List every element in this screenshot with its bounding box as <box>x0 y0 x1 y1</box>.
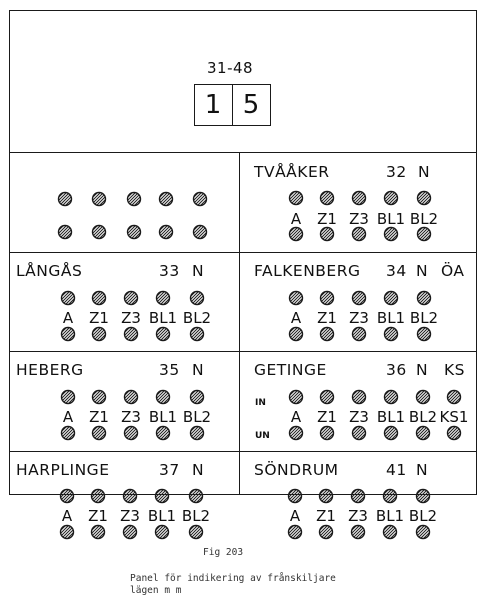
indicator-lamp <box>401 389 444 405</box>
station-extra: KS <box>444 361 466 379</box>
lamp-label: Z3 <box>349 210 369 228</box>
caption-line-1: Panel för indikering av frånskiljare <box>130 573 336 584</box>
row4-left-lamps <box>9 450 238 560</box>
indicator-lamp <box>305 389 348 405</box>
indicator-lamp <box>76 488 119 504</box>
station-suffix: N <box>192 361 205 379</box>
station-name: SÖNDRUM <box>254 461 339 479</box>
lamp-label: Z1 <box>89 408 109 426</box>
station-number: 34 <box>386 262 407 280</box>
lamp-label: BL1 <box>376 408 406 426</box>
indicator-lamp <box>109 290 152 306</box>
lamp-label: Z3 <box>121 309 141 327</box>
indicator-lamp <box>274 425 317 441</box>
indicator-lamp <box>141 290 184 306</box>
station-number: 33 <box>159 262 180 280</box>
lamp-label: A <box>289 507 301 525</box>
digit-tens: 1 <box>204 90 222 120</box>
indicator-lamp <box>45 524 88 540</box>
indicator-lamp <box>337 326 380 342</box>
station-suffix: N <box>192 262 205 280</box>
indicator-lamp <box>274 326 317 342</box>
station-suffix: N <box>416 461 429 479</box>
indicator-lamp <box>77 290 120 306</box>
indicator-lamp <box>141 326 184 342</box>
indicator-lamp <box>178 224 221 240</box>
indicator-lamp <box>337 425 380 441</box>
indicator-lamp <box>178 191 221 207</box>
indicator-lamp <box>46 389 89 405</box>
lamp-label: BL1 <box>376 309 406 327</box>
lamp-label: BL1 <box>375 507 405 525</box>
indicator-lamp <box>304 524 347 540</box>
indicator-lamp <box>304 488 347 504</box>
lamp-label: BL2 <box>409 210 439 228</box>
lamp-label: BL2 <box>408 507 438 525</box>
lamp-label: A <box>290 309 302 327</box>
indicator-lamps <box>240 152 476 252</box>
lamp-label: BL1 <box>147 507 177 525</box>
station-number: 41 <box>386 461 407 479</box>
indicator-lamp <box>336 524 379 540</box>
station-name: TVÅÅKER <box>254 163 330 181</box>
lamp-label: BL1 <box>148 408 178 426</box>
indicator-lamp <box>369 389 412 405</box>
lamp-label: BL2 <box>182 408 212 426</box>
lamp-label: Z1 <box>317 210 337 228</box>
lamp-label: BL1 <box>376 210 406 228</box>
indicator-lamp <box>337 226 380 242</box>
station-number: 32 <box>386 163 407 181</box>
indicator-lamp <box>369 425 412 441</box>
indicator-lamp <box>141 425 184 441</box>
indicator-lamp <box>174 524 217 540</box>
indicator-lamp <box>402 326 445 342</box>
indicator-lamp <box>46 326 89 342</box>
indicator-lamp <box>402 290 445 306</box>
indicator-lamp <box>144 191 187 207</box>
indicator-lamps <box>240 351 476 451</box>
indicator-lamp <box>274 389 317 405</box>
cell-tvaaker <box>240 152 476 252</box>
indicator-lamp <box>46 425 89 441</box>
lamp-label: A <box>290 210 302 228</box>
lamp-label: Z3 <box>349 309 369 327</box>
indicator-lamp <box>76 524 119 540</box>
indicator-lamp <box>77 191 120 207</box>
indicator-lamp <box>175 389 218 405</box>
side-label-top: IN <box>255 398 266 408</box>
indicator-lamp <box>43 191 86 207</box>
indicator-lamp <box>77 425 120 441</box>
indicator-lamp <box>109 425 152 441</box>
indicator-lamp <box>305 290 348 306</box>
indicator-lamp <box>305 326 348 342</box>
cell-blank <box>10 152 239 252</box>
indicator-lamp <box>369 226 412 242</box>
station-name: HARPLINGE <box>16 461 110 479</box>
cell-langas <box>10 252 239 351</box>
cell-falkenberg <box>240 252 476 351</box>
station-name: GETINGE <box>254 361 327 379</box>
lamp-label: Z1 <box>317 408 337 426</box>
indicator-lamp <box>274 226 317 242</box>
station-number: 36 <box>386 361 407 379</box>
indicator-lamp <box>305 190 348 206</box>
lamp-label: Z1 <box>316 507 336 525</box>
indicator-lamp <box>273 524 316 540</box>
indicator-lamp <box>43 224 86 240</box>
indicator-lamp <box>369 326 412 342</box>
indicator-lamp <box>109 389 152 405</box>
caption-line-2: lägen m m <box>130 585 182 596</box>
indicator-lamp <box>402 190 445 206</box>
side-label-bottom: UN <box>255 431 270 441</box>
indicator-lamp <box>368 524 411 540</box>
indicator-lamp <box>77 389 120 405</box>
indicator-lamp <box>336 488 379 504</box>
indicator-lamp <box>77 326 120 342</box>
cell-getinge <box>240 351 476 451</box>
lamp-label: A <box>61 507 73 525</box>
indicator-lamp <box>112 191 155 207</box>
indicator-lamp <box>337 290 380 306</box>
indicator-lamps <box>10 252 239 351</box>
indicator-lamps <box>9 450 238 560</box>
station-number: 37 <box>159 461 180 479</box>
indicator-lamp <box>175 326 218 342</box>
indicator-lamp <box>108 488 151 504</box>
station-suffix: N <box>418 163 431 181</box>
station-suffix: N <box>416 262 429 280</box>
indicator-lamp <box>305 226 348 242</box>
lamp-label: A <box>62 408 74 426</box>
indicator-lamp <box>109 326 152 342</box>
indicator-lamp <box>432 425 475 441</box>
station-suffix: N <box>416 361 429 379</box>
station-number: 35 <box>159 361 180 379</box>
lamp-label: Z3 <box>348 507 368 525</box>
indicator-lamp <box>368 488 411 504</box>
lamp-label: Z1 <box>89 309 109 327</box>
indicator-lamp <box>401 488 444 504</box>
indicator-lamp <box>369 290 412 306</box>
lamp-label: BL2 <box>409 309 439 327</box>
indicator-lamp <box>305 425 348 441</box>
indicator-lamp <box>274 290 317 306</box>
lamp-label: BL1 <box>148 309 178 327</box>
indicator-lamp <box>140 524 183 540</box>
station-name: HEBERG <box>16 361 84 379</box>
indicator-lamp <box>369 190 412 206</box>
cell-heberg <box>10 351 239 451</box>
indicator-lamp <box>175 425 218 441</box>
row4-right-lamps <box>239 450 475 560</box>
lamp-label: Z3 <box>349 408 369 426</box>
indicator-lamps <box>240 252 476 351</box>
indicator-lamp <box>174 488 217 504</box>
indicator-lamp <box>401 524 444 540</box>
indicator-lamp <box>401 425 444 441</box>
indicator-lamp <box>45 488 88 504</box>
indicator-lamps <box>239 450 475 560</box>
indicator-lamp <box>144 224 187 240</box>
lamp-label: Z3 <box>121 408 141 426</box>
indicator-lamp <box>77 224 120 240</box>
indicator-lamp <box>141 389 184 405</box>
indicator-lamp <box>108 524 151 540</box>
lamp-label: BL2 <box>182 309 212 327</box>
figure-number: Fig 203 <box>203 547 244 558</box>
indicator-lamps <box>10 152 239 252</box>
indicator-lamp <box>46 290 89 306</box>
lamp-label: BL2 <box>181 507 211 525</box>
indicator-lamp <box>112 224 155 240</box>
station-extra: ÖA <box>441 262 465 280</box>
lamp-label: Z1 <box>88 507 108 525</box>
indicator-lamp <box>337 389 380 405</box>
indicator-lamp <box>402 226 445 242</box>
lamp-label: BL2 <box>408 408 438 426</box>
indicator-lamp <box>175 290 218 306</box>
indicator-lamp <box>337 190 380 206</box>
station-name: FALKENBERG <box>254 262 361 280</box>
lamp-label: Z1 <box>317 309 337 327</box>
indicator-lamp <box>140 488 183 504</box>
indicator-lamp <box>432 389 475 405</box>
lamp-label: A <box>62 309 74 327</box>
range-label: 31-48 <box>207 59 254 77</box>
lamp-label: A <box>290 408 302 426</box>
lamp-label: Z3 <box>120 507 140 525</box>
indicator-panel <box>9 10 477 495</box>
lamp-label: KS1 <box>439 408 469 426</box>
digit-ones: 5 <box>242 90 260 120</box>
indicator-lamp <box>274 190 317 206</box>
station-suffix: N <box>192 461 205 479</box>
indicator-lamps <box>10 351 239 451</box>
station-name: LÅNGÅS <box>16 262 83 280</box>
indicator-lamp <box>273 488 316 504</box>
